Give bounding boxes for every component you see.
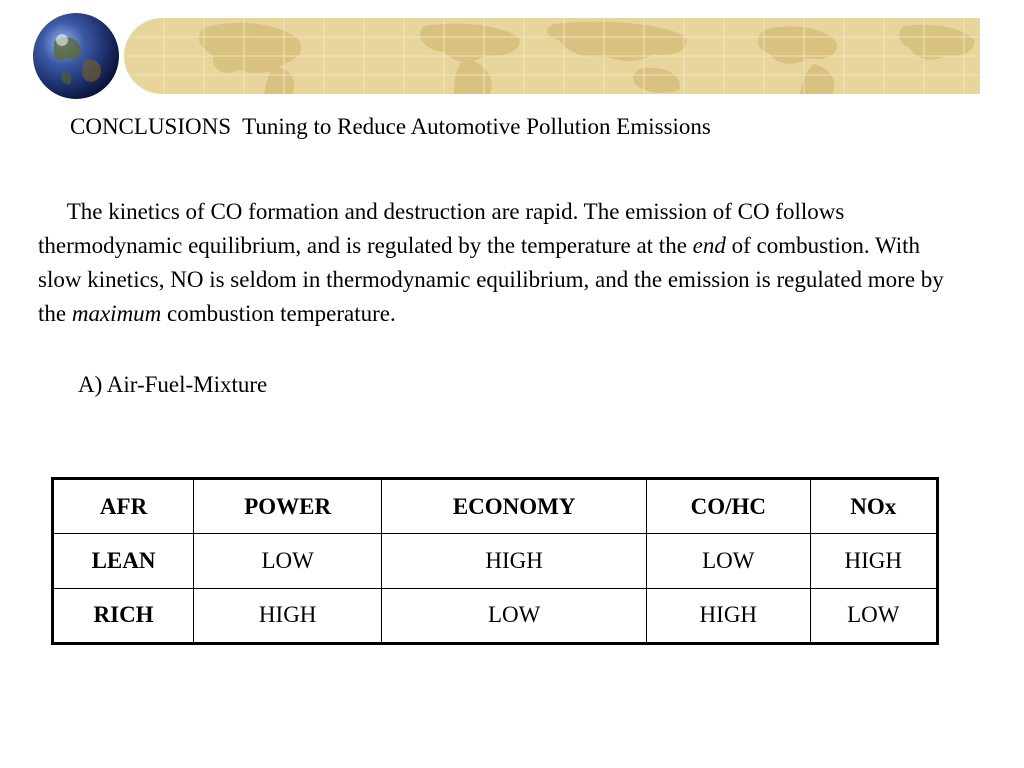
body-text-part: The kinetics of CO formation and destruction are rapid. The emission of CO follows thermodynamic equilibrium, and is regulated by the temperature at the (38, 199, 845, 258)
body-text-part: of combustion. With slow kinetics, NO is seldom in thermodynamic equilibrium, and the emission is regulated more by the (38, 233, 944, 326)
subheading: A) Air-Fuel-Mixture (78, 372, 268, 397)
body-text-part: combustion temperature. (161, 301, 396, 326)
body-paragraph (38, 195, 948, 331)
table-cell: LOW (810, 588, 937, 643)
column-header: CO/HC (647, 479, 811, 534)
globe-icon (32, 12, 120, 100)
table-cell: HIGH (647, 588, 811, 643)
column-header: ECONOMY (382, 479, 647, 534)
table-cell: LOW (647, 534, 811, 588)
emphasis-maximum: maximum (71, 301, 162, 326)
world-map-strip (124, 18, 980, 94)
afr-table (51, 477, 939, 645)
table-row (53, 534, 938, 588)
column-header: NOx (810, 479, 937, 534)
column-header: AFR (53, 479, 194, 534)
column-header: POWER (194, 479, 382, 534)
table-cell: HIGH (810, 534, 937, 588)
emphasis-end: end (692, 233, 726, 258)
table-header-row (53, 479, 938, 534)
table-cell: HIGH (194, 588, 382, 643)
table-cell: HIGH (382, 534, 647, 588)
table-cell: LOW (194, 534, 382, 588)
table-row (53, 588, 938, 643)
row-header: RICH (53, 588, 194, 643)
header-banner (0, 0, 1024, 104)
row-header: LEAN (53, 534, 194, 588)
slide-title: CONCLUSIONS Tuning to Reduce Automotive Pollution Emissions (70, 114, 711, 139)
table-cell: LOW (382, 588, 647, 643)
